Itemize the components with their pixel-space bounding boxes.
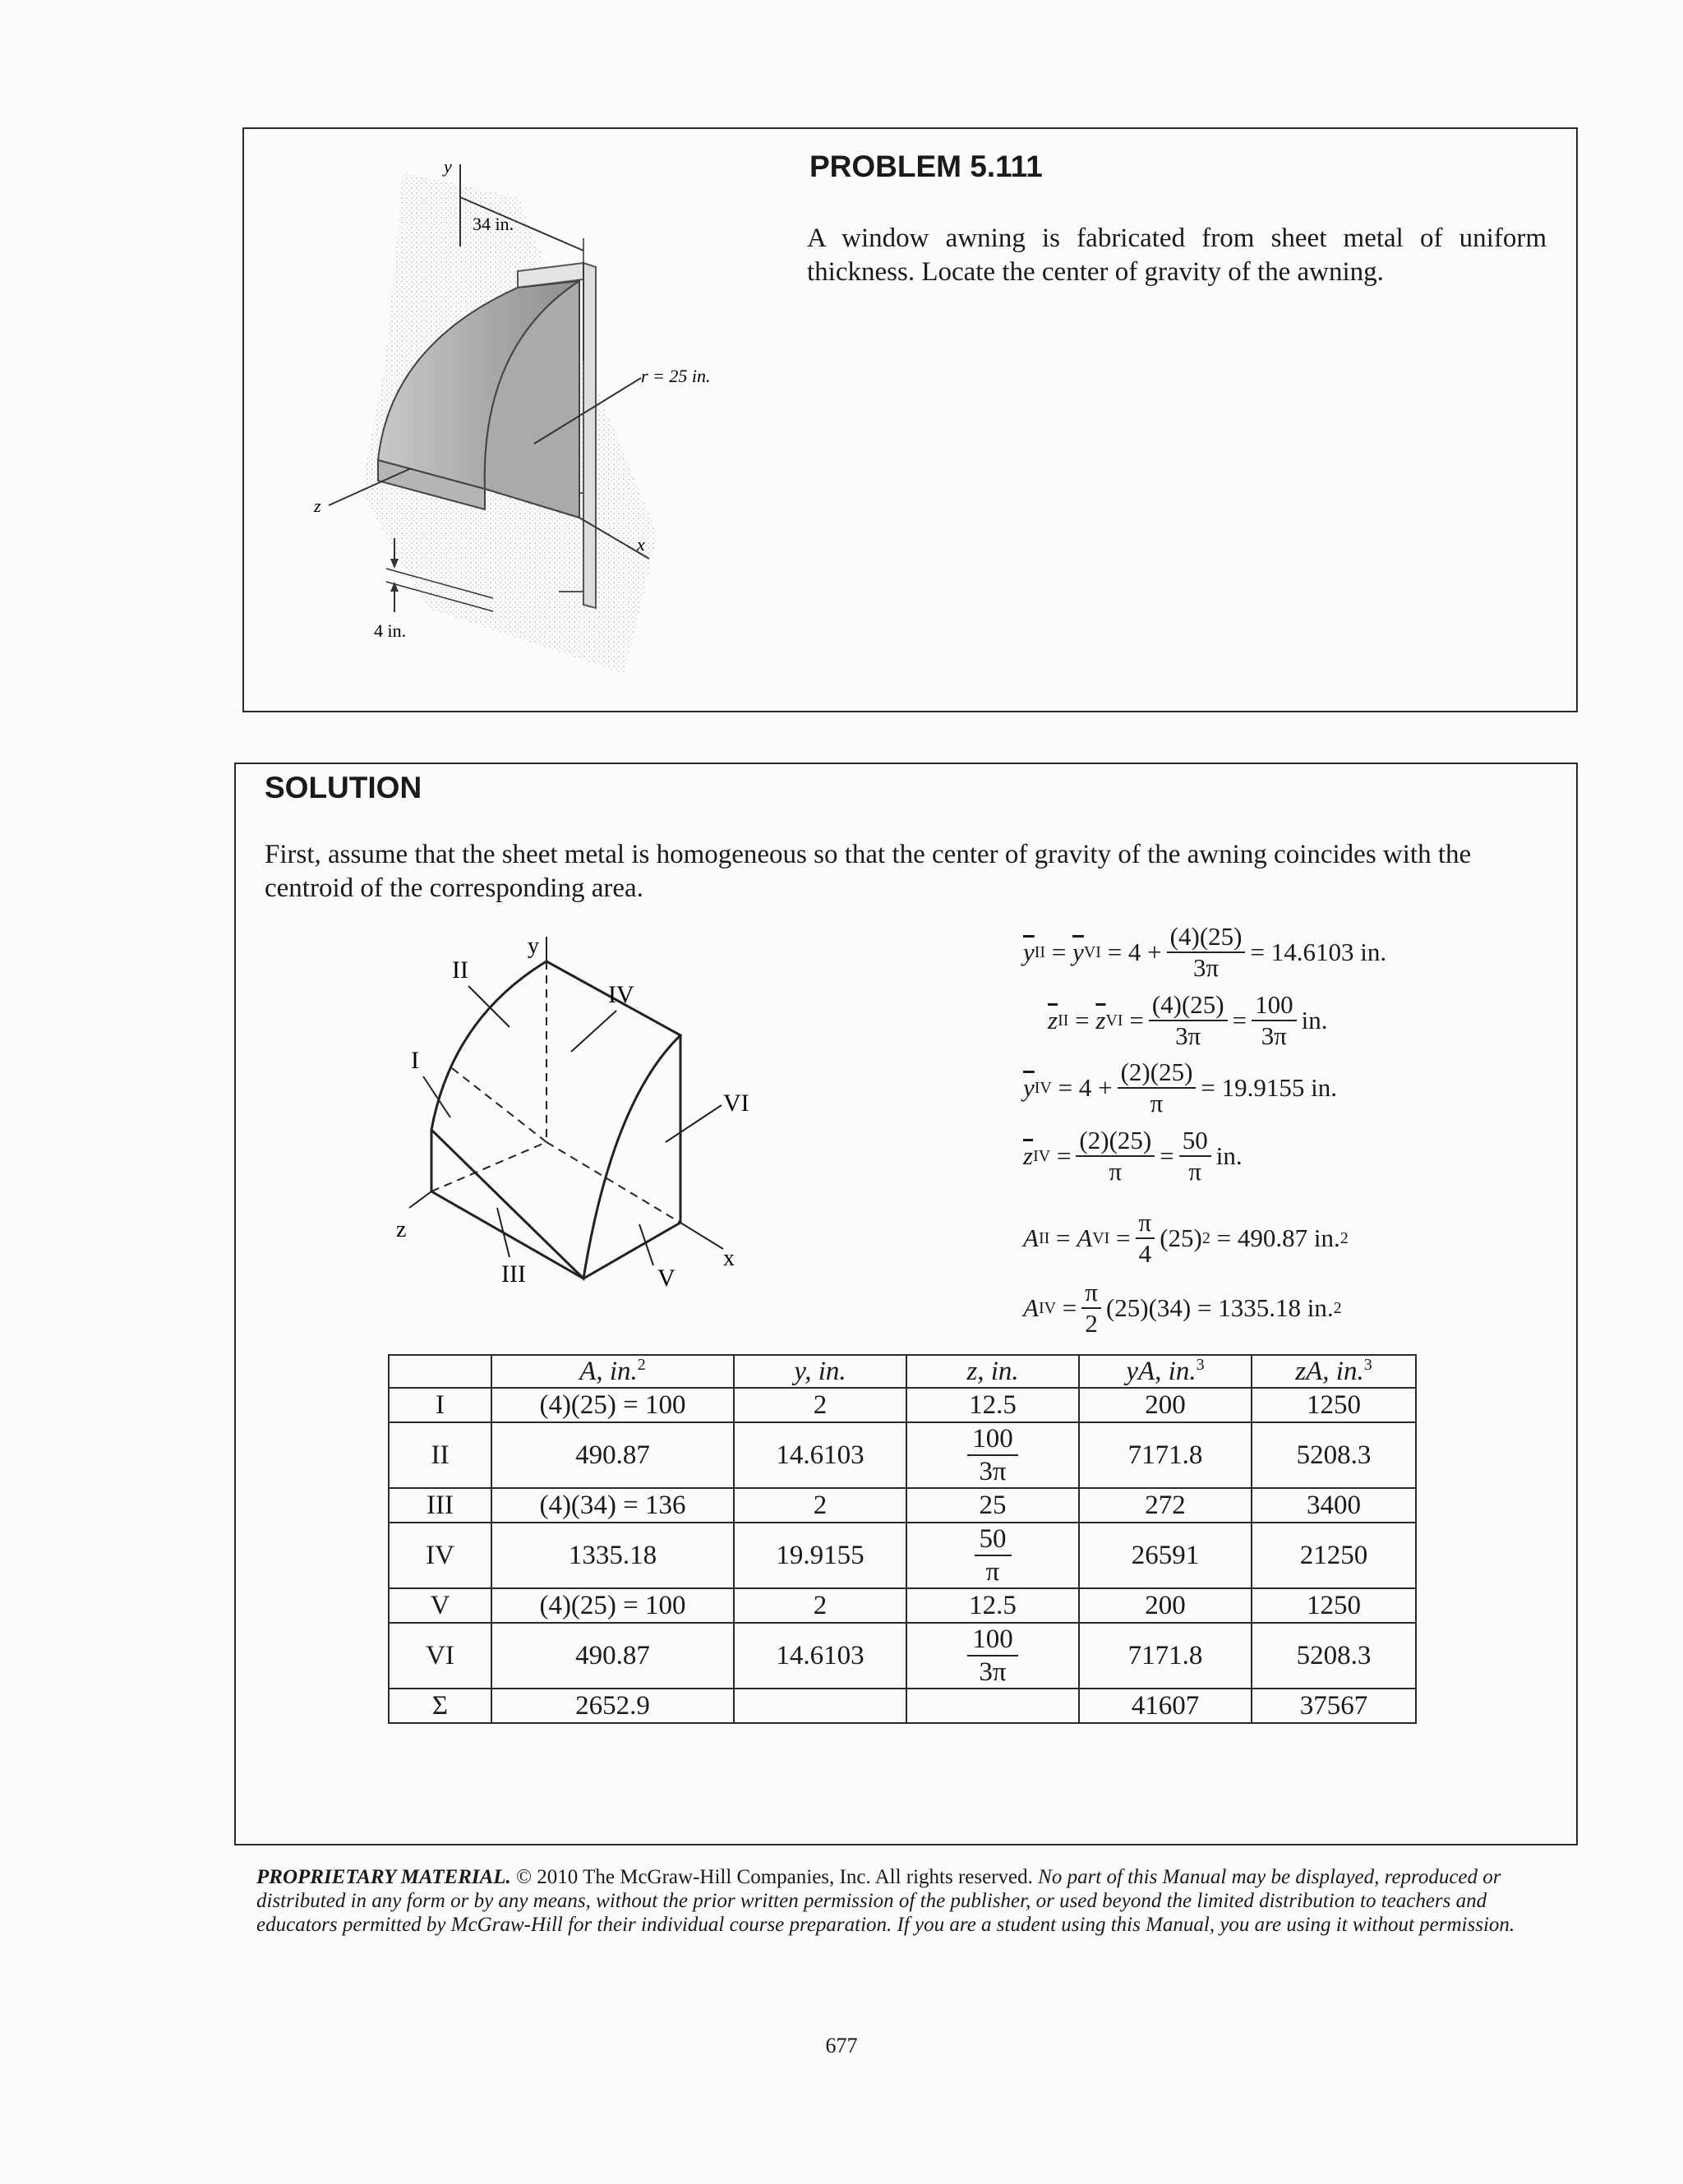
cell-y: 2 <box>734 1388 906 1422</box>
label-y: y <box>444 156 452 177</box>
part-label-V: V <box>657 1265 676 1292</box>
cell-zA: 37567 <box>1252 1689 1416 1723</box>
cell-A: 2652.9 <box>491 1689 734 1723</box>
cell-yA: 26591 <box>1079 1523 1252 1588</box>
cell-A: (4)(25) = 100 <box>491 1588 734 1623</box>
cell-yA: 200 <box>1079 1588 1252 1623</box>
cell-zA: 3400 <box>1252 1488 1416 1523</box>
solution-title: SOLUTION <box>265 771 422 804</box>
problem-statement: A window awning is fabricated from sheet metal of uniform thickness. Locate the center of gravity of the awning. <box>807 223 1547 287</box>
cell-yA: 7171.8 <box>1079 1422 1252 1488</box>
cell-z: 12.5 <box>906 1388 1079 1422</box>
cell-z <box>906 1689 1079 1723</box>
label-width: 34 in. <box>473 214 514 234</box>
equation-y-II: $\overline{y}$ II = $\overline{y}$ VI = 4 + $\frac{(4)(25)}{3\pi}$ = 14.6103 in. <box>1023 922 1387 982</box>
table-row <box>389 1388 1416 1422</box>
solution-intro: First, assume that the sheet metal is homogeneous so that the center of gravity of the awning coincides with the centroid of the corresponding area. <box>265 840 1472 903</box>
cell-A: (4)(34) = 136 <box>491 1488 734 1523</box>
equation-A-II: A II = A VI = $\frac{\pi}{4}$ (25) 2 = 490.87 in. 2 <box>1023 1208 1349 1268</box>
cell-yA: 200 <box>1079 1388 1252 1422</box>
window-frame <box>583 263 596 608</box>
footer-normal: © 2010 The McGraw-Hill Companies, Inc. All rights reserved. <box>510 1866 1039 1888</box>
cell-y <box>734 1689 906 1723</box>
equation-y-IV: $\overline{y}$ IV = 4 + $\frac{(2)(25)}{\pi}$ = 19.9155 in. <box>1023 1057 1337 1117</box>
sketch-label-z: z <box>396 1217 407 1242</box>
table-row <box>389 1523 1416 1588</box>
cell-part: Σ <box>389 1689 491 1723</box>
footer-italic: No part of this Manual may be displayed, reproduced or distributed in any form or by any means, without the prior written permission of the publisher, or used beyond the limited distribution to teachers and educators permitted by McGraw-Hill for their individual course preparation. If you are a student using this Manual, you are using it without permission. <box>256 1866 1515 1936</box>
cell-z: 25 <box>906 1488 1079 1523</box>
label-z: z <box>314 495 321 516</box>
part-label-III: III <box>501 1260 526 1288</box>
cell-z: $\frac{100}{3\pi}$ <box>906 1623 1079 1689</box>
cell-part: VI <box>389 1623 491 1689</box>
cell-zA: 1250 <box>1252 1388 1416 1422</box>
cell-z: $\frac{100}{3\pi}$ <box>906 1422 1079 1488</box>
cell-z: $\frac{50}{\pi}$ <box>906 1523 1079 1588</box>
part-label-II: II <box>452 956 468 984</box>
results-table <box>388 1354 1417 1724</box>
cell-zA: 5208.3 <box>1252 1623 1416 1689</box>
header-zA: zA, in.$^3$ <box>1252 1355 1416 1388</box>
header-part <box>389 1355 491 1388</box>
equation-z-IV: $\overline{z}$ IV = $\frac{(2)(25)}{\pi}$ = $\frac{50}{\pi}$ in. <box>1023 1126 1243 1186</box>
sketch-label-x: x <box>723 1246 735 1271</box>
equation-z-II: $\overline{z}$ II = $\overline{z}$ VI = $\frac{(4)(25)}{3\pi}$ = $\frac{100}{3\pi}$ in. <box>1048 990 1328 1050</box>
cell-part: IV <box>389 1523 491 1588</box>
label-radius: r = 25 in. <box>641 366 711 386</box>
cell-yA: 7171.8 <box>1079 1623 1252 1689</box>
header-y: y, in. <box>734 1355 906 1388</box>
equation-A-IV: A IV = $\frac{\pi}{2}$ (25)(34) = 1335.18 in. 2 <box>1023 1278 1342 1338</box>
table-row <box>389 1689 1416 1723</box>
cell-y: 14.6103 <box>734 1422 906 1488</box>
cell-y: 2 <box>734 1488 906 1523</box>
cell-part: V <box>389 1588 491 1623</box>
header-yA: yA, in.$^3$ <box>1079 1355 1252 1388</box>
cell-A: 1335.18 <box>491 1523 734 1588</box>
copyright-notice <box>256 1865 1538 1937</box>
problem-title: PROBLEM 5.111 <box>809 150 1043 183</box>
table-row <box>389 1623 1416 1689</box>
cell-zA: 5208.3 <box>1252 1422 1416 1488</box>
cell-y: 14.6103 <box>734 1623 906 1689</box>
cell-zA: 1250 <box>1252 1588 1416 1623</box>
label-x: x <box>637 534 645 555</box>
table-row <box>389 1422 1416 1488</box>
part-label-I: I <box>411 1047 419 1074</box>
page-number: 677 <box>825 2034 858 2057</box>
cell-A: 490.87 <box>491 1422 734 1488</box>
cell-A: 490.87 <box>491 1623 734 1689</box>
cell-z: 12.5 <box>906 1588 1079 1623</box>
cell-y: 2 <box>734 1588 906 1623</box>
cell-part: I <box>389 1388 491 1422</box>
part-label-IV: IV <box>608 981 634 1008</box>
cell-yA: 41607 <box>1079 1689 1252 1723</box>
table-header-row <box>389 1355 1416 1388</box>
footer-bold: PROPRIETARY MATERIAL. <box>256 1866 511 1888</box>
label-offset: 4 in. <box>374 620 407 641</box>
sketch-label-y: y <box>528 933 539 959</box>
awning-figure <box>312 148 772 690</box>
table-row <box>389 1588 1416 1623</box>
cell-zA: 21250 <box>1252 1523 1416 1588</box>
header-A: A, in.$^2$ <box>491 1355 734 1388</box>
table-row <box>389 1488 1416 1523</box>
cell-y: 19.9155 <box>734 1523 906 1588</box>
cell-part: III <box>389 1488 491 1523</box>
cell-A: (4)(25) = 100 <box>491 1388 734 1422</box>
part-label-VI: VI <box>723 1090 749 1117</box>
decomposition-figure <box>378 920 764 1298</box>
header-z: z, in. <box>906 1355 1079 1388</box>
cell-part: II <box>389 1422 491 1488</box>
cell-yA: 272 <box>1079 1488 1252 1523</box>
